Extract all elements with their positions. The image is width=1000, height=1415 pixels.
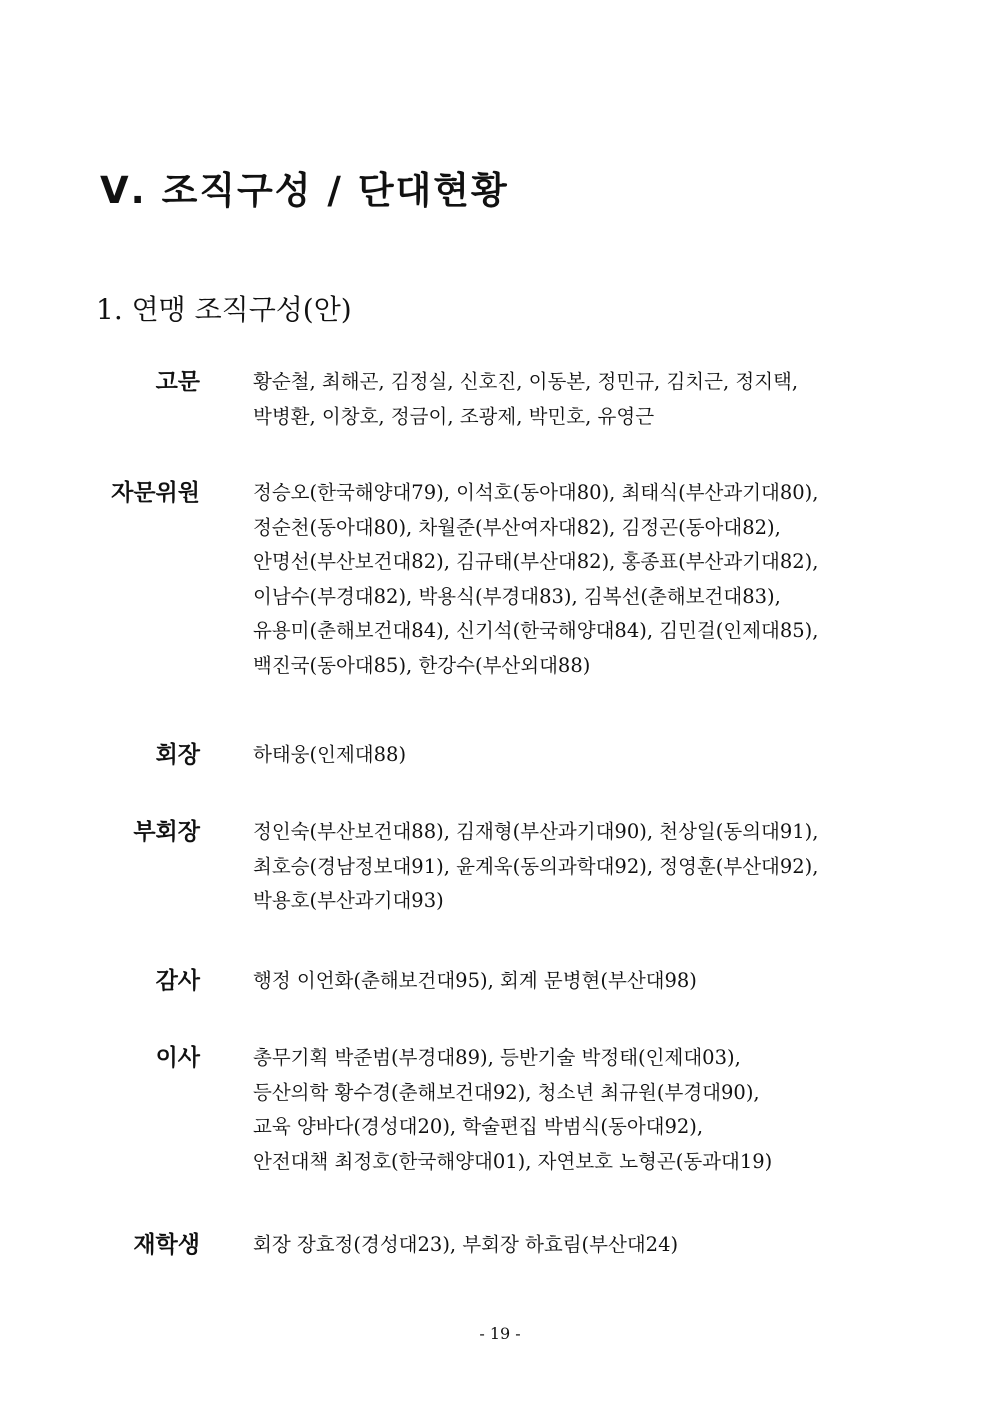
member-line: 행정 이언화(춘해보건대95), 회계 문병현(부산대98): [253, 969, 697, 992]
member-line: 황순철, 최해곤, 김정실, 신호진, 이동본, 정민규, 김치근, 정지택,: [253, 370, 799, 393]
group-label: 자문위원: [111, 480, 200, 506]
page-number: - 19 -: [479, 1324, 521, 1343]
member-line: 정인숙(부산보건대88), 김재형(부산과기대90), 천상일(동의대91),: [253, 820, 819, 843]
member-line: 최호승(경남정보대91), 윤계욱(동의과학대92), 정영훈(부산대92),: [253, 854, 819, 878]
group-members: [253, 1228, 893, 1263]
group-members: [253, 1041, 893, 1179]
group-label: 부회장: [133, 819, 200, 845]
member-line: 박용호(부산과기대93): [253, 889, 444, 912]
group-members: [253, 964, 893, 999]
section-title: 1. 연맹 조직구성(안): [96, 293, 352, 326]
member-line: 총무기획 박준범(부경대89), 등반기술 박정태(인제대03),: [253, 1046, 741, 1069]
chapter-title: Ⅴ. 조직구성 / 단대현황: [100, 169, 509, 212]
group-label: 재학생: [133, 1232, 200, 1258]
group-members: [253, 476, 893, 683]
group-members: [253, 815, 893, 919]
member-line: 박병환, 이창호, 정금이, 조광제, 박민호, 유영근: [253, 404, 655, 428]
member-line: 안명선(부산보건대82), 김규태(부산대82), 홍종표(부산과기대82),: [253, 550, 819, 573]
member-line: 백진국(동아대85), 한강수(부산외대88): [253, 653, 591, 677]
group-label: 감사: [155, 968, 200, 994]
member-line: 회장 장효정(경성대23), 부회장 하효림(부산대24): [253, 1233, 679, 1256]
member-line: 정순천(동아대80), 차월준(부산여자대82), 김정곤(동아대82),: [253, 515, 781, 539]
group-members: [253, 738, 893, 773]
member-line: 등산의학 황수경(춘해보건대92), 청소년 최규원(부경대90),: [253, 1080, 760, 1104]
member-line: 정승오(한국해양대79), 이석호(동아대80), 최태식(부산과기대80),: [253, 481, 819, 504]
group-label: 고문: [155, 369, 200, 395]
member-line: 이남수(부경대82), 박용식(부경대83), 김복선(춘해보건대83),: [253, 584, 781, 608]
group-label: 회장: [155, 742, 200, 768]
member-line: 교육 양바다(경성대20), 학술편집 박범식(동아대92),: [253, 1115, 704, 1138]
member-line: 하태웅(인제대88): [253, 743, 407, 766]
group-label: 이사: [155, 1045, 200, 1071]
member-line: 유용미(춘해보건대84), 신기석(한국해양대84), 김민걸(인제대85),: [253, 619, 819, 642]
group-members: [253, 365, 893, 434]
member-line: 안전대책 최정호(한국해양대01), 자연보호 노형곤(동과대19): [253, 1149, 773, 1173]
